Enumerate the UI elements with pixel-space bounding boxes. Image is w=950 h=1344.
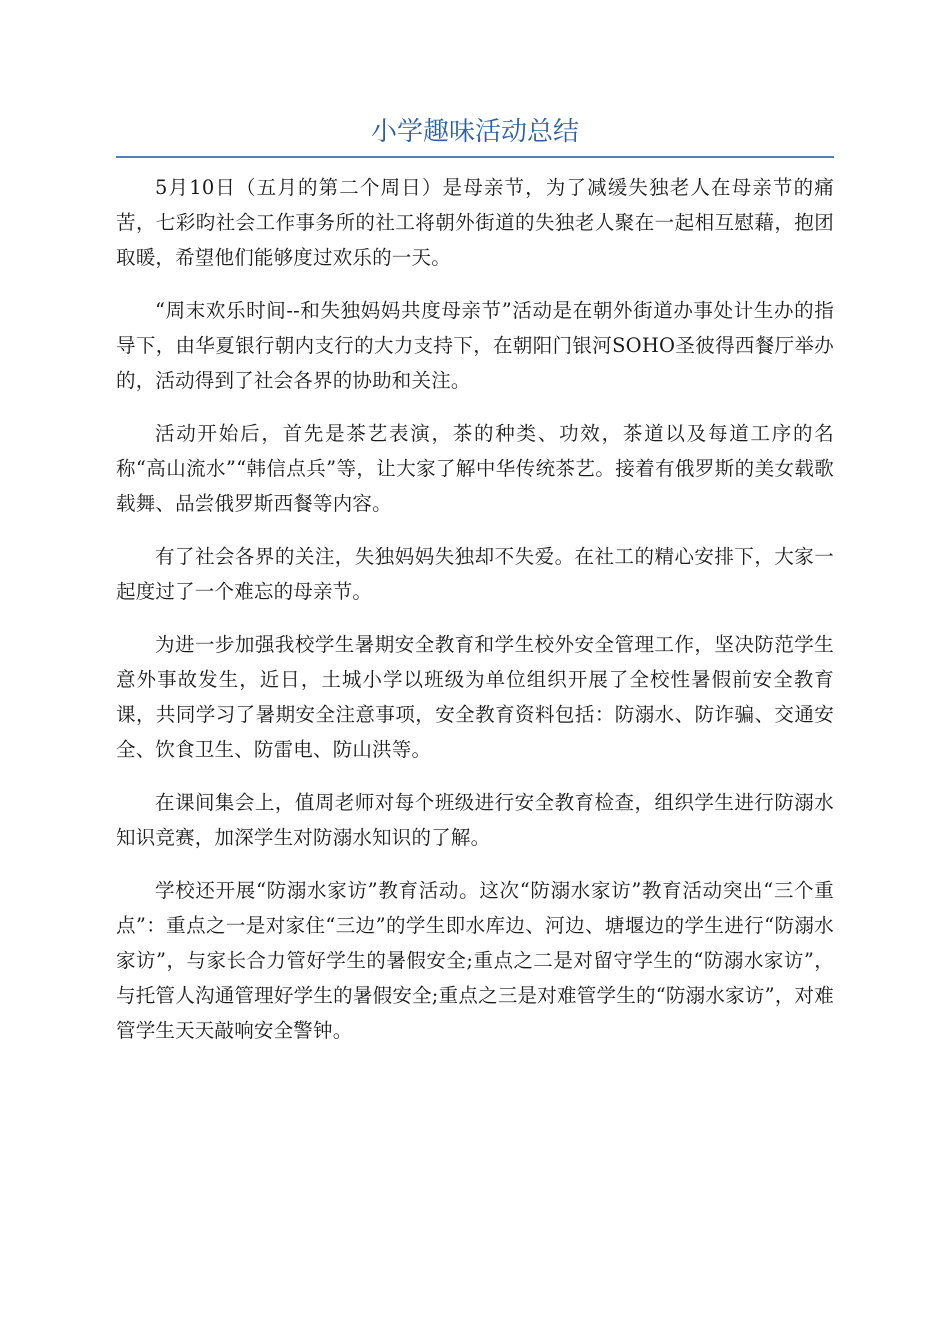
paragraph-6: 在课间集会上，值周老师对每个班级进行安全教育检查，组织学生进行防溺水知识竞赛，加深学生对防溺水知识的了解。 xyxy=(116,791,834,849)
paragraph-1: 5月10日（五月的第二个周日）是母亲节，为了减缓失独老人在母亲节的痛苦，七彩昀社会工作事务所的社工将朝外街道的失独老人聚在一起相互慰藉，抱团取暖，希望他们能够度过欢乐的一天。 xyxy=(116,176,834,269)
paragraph-5: 为进一步加强我校学生暑期安全教育和学生校外安全管理工作，坚决防范学生意外事故发生，近日，土城小学以班级为单位组织开展了全校性暑假前安全教育课，共同学习了暑期安全注意事项，安全教育资料包括：防溺水、防诈骗、交通安全、饮食卫生、防雷电、防山洪等。 xyxy=(116,633,834,761)
document-title: 小学趣味活动总结 xyxy=(370,117,579,147)
document-body xyxy=(116,170,834,1066)
paragraph-4: 有了社会各界的关注，失独妈妈失独却不失爱。在社工的精心安排下，大家一起度过了一个难忘的母亲节。 xyxy=(116,545,834,603)
paragraph-3: 活动开始后，首先是茶艺表演，茶的种类、功效，茶道以及每道工序的名称“高山流水”“韩信点兵”等，让大家了解中华传统茶艺。接着有俄罗斯的美女载歌载舞、品尝俄罗斯西餐等内容。 xyxy=(116,422,834,515)
paragraph-7: 学校还开展“防溺水家访”教育活动。这次“防溺水家访”教育活动突出“三个重点”：重点之一是对家住“三边”的学生即水库边、河边、塘堰边的学生进行“防溺水家访”，与家长合力管好学生的暑假安全;重点之二是对留守学生的“防溺水家访”，与托管人沟通管理好学生的暑假安全;重点之三是对难管学生的“防溺水家访”，对难管学生天天敲响安全警钟。 xyxy=(116,879,834,1042)
paragraph-2: “周末欢乐时间--和失独妈妈共度母亲节”活动是在朝外街道办事处计生办的指导下，由华夏银行朝内支行的大力支持下，在朝阳门银河SOHO圣彼得西餐厅举办的，活动得到了社会各界的协助和关注。 xyxy=(116,299,834,392)
title-block xyxy=(116,112,834,158)
